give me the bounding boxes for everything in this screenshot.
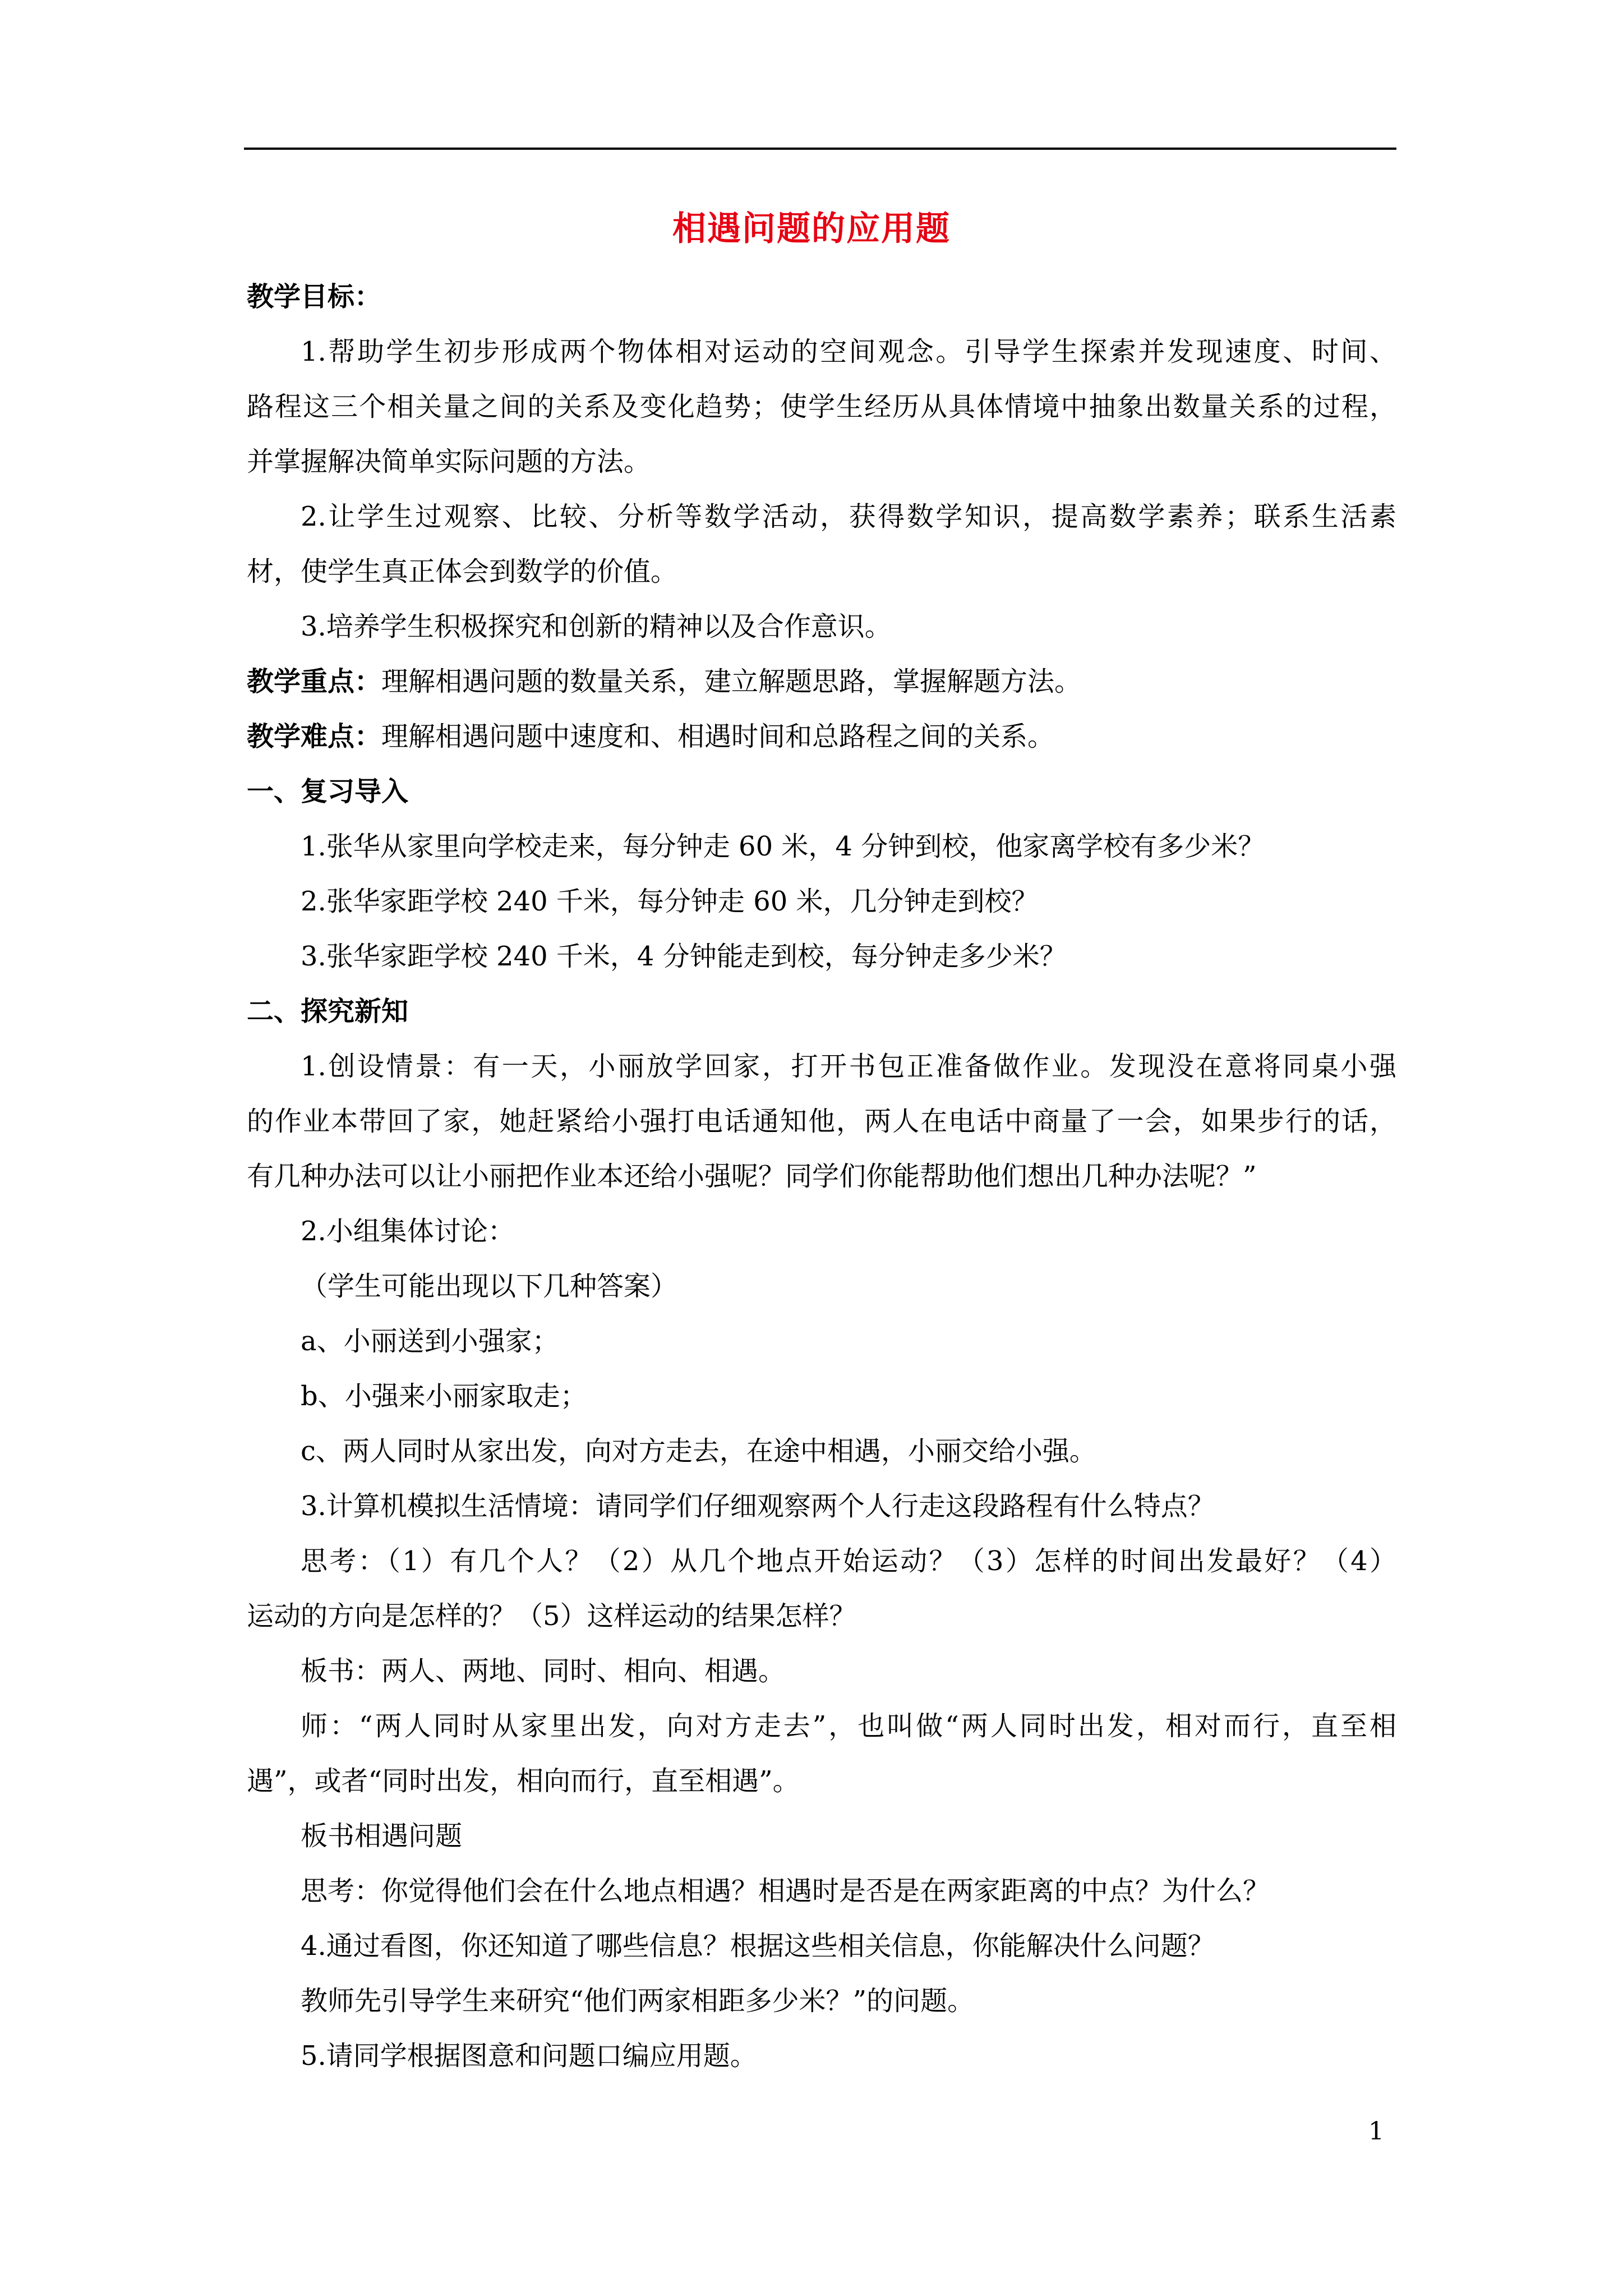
answer-a: a、小丽送到小强家； [301,1326,559,1357]
difficult-points-text: 理解相遇问题中速度和、相遇时间和总路程之间的关系。 [381,721,1055,752]
review-question-3: 3.张华家距学校 240 千米，4 分钟能走到校，每分钟走多少米？ [301,941,1067,972]
objectives-heading: 教学目标： [247,281,382,312]
teacher-line-2: 遇”，或者“同时出发，相向而行，直至相遇”。 [247,1765,800,1797]
objective-1-line-3: 并掌握解决简单实际问题的方法。 [247,446,651,477]
think-questions-line-1: 思考：（1）有几个人？（2）从几个地点开始运动？（3）怎样的时间出发最好？（4） [301,1545,1396,1577]
answer-b: b、小强来小丽家取走； [301,1381,587,1412]
key-points-text: 理解相遇问题的数量关系，建立解题思路，掌握解题方法。 [381,666,1082,697]
scenario-line-2: 的作业本带回了家，她赶紧给小强打电话通知他，两人在电话中商量了一会，如果步行的话， [247,1106,1396,1137]
document-title: 相遇问题的应用题 [672,209,951,249]
scenario-line-3: 有几种办法可以让小丽把作业本还给小强呢？同学们你能帮助他们想出几种办法呢？” [247,1161,1257,1192]
difficult-points [247,709,1396,764]
key-points-label: 教学重点： [247,666,382,697]
key-points [247,654,1396,709]
board-writing-2: 板书相遇问题 [301,1820,463,1852]
paragraph-5: 5.请同学根据图意和问题口编应用题。 [301,2040,757,2072]
paragraph-4b: 教师先引导学生来研究“他们两家相距多少米？”的问题。 [301,1985,975,2017]
group-discussion: 2.小组集体讨论： [301,1216,515,1247]
objective-2-line-2: 材，使学生真正体会到数学的价值。 [247,556,678,587]
document-body [247,269,1396,2083]
think-questions-line-2: 运动的方向是怎样的？（5）这样运动的结果怎样？ [247,1600,856,1632]
section-2-heading: 二、探究新知 [247,996,409,1027]
page-number: 1 [1368,2117,1384,2146]
objective-2-line-1: 2.让学生过观察、比较、分析等数学活动，获得数学知识，提高数学素养；联系生活素 [301,501,1396,532]
objective-1-line-1: 1.帮助学生初步形成两个物体相对运动的空间观念。引导学生探索并发现速度、时间、 [301,336,1396,367]
teacher-line-1: 师：“两人同时从家里出发，向对方走去”，也叫做“两人同时出发，相对而行，直至相 [301,1710,1396,1742]
objective-1-line-2: 路程这三个相关量之间的关系及变化趋势；使学生经历从具体情境中抽象出数量关系的过程， [247,391,1396,422]
scenario-line-1: 1.创设情景：有一天，小丽放学回家，打开书包正准备做作业。发现没在意将同桌小强 [301,1051,1396,1082]
review-question-1: 1.张华从家里向学校走来，每分钟走 60 米，4 分钟到校，他家离学校有多少米？ [301,831,1265,862]
objective-3: 3.培养学生积极探究和创新的精神以及合作意识。 [301,611,892,642]
possible-answers-note: （学生可能出现以下几种答案） [301,1271,678,1302]
board-writing-1: 板书：两人、两地、同时、相向、相遇。 [301,1655,786,1687]
paragraph-4: 4.通过看图，你还知道了哪些信息？根据这些相关信息，你能解决什么问题？ [301,1930,1215,1962]
answer-c: c、两人同时从家出发，向对方走去，在途中相遇，小丽交给小强。 [301,1435,1096,1467]
difficult-points-label: 教学难点： [247,721,382,752]
review-question-2: 2.张华家距学校 240 千米，每分钟走 60 米，几分钟走到校？ [301,886,1039,917]
header-rule [244,148,1396,150]
simulation-paragraph: 3.计算机模拟生活情境：请同学们仔细观察两个人行走这段路程有什么特点？ [301,1490,1215,1522]
section-1-heading: 一、复习导入 [247,776,409,807]
think-question-2: 思考：你觉得他们会在什么地点相遇？相遇时是否是在两家距离的中点？为什么？ [301,1875,1270,1907]
